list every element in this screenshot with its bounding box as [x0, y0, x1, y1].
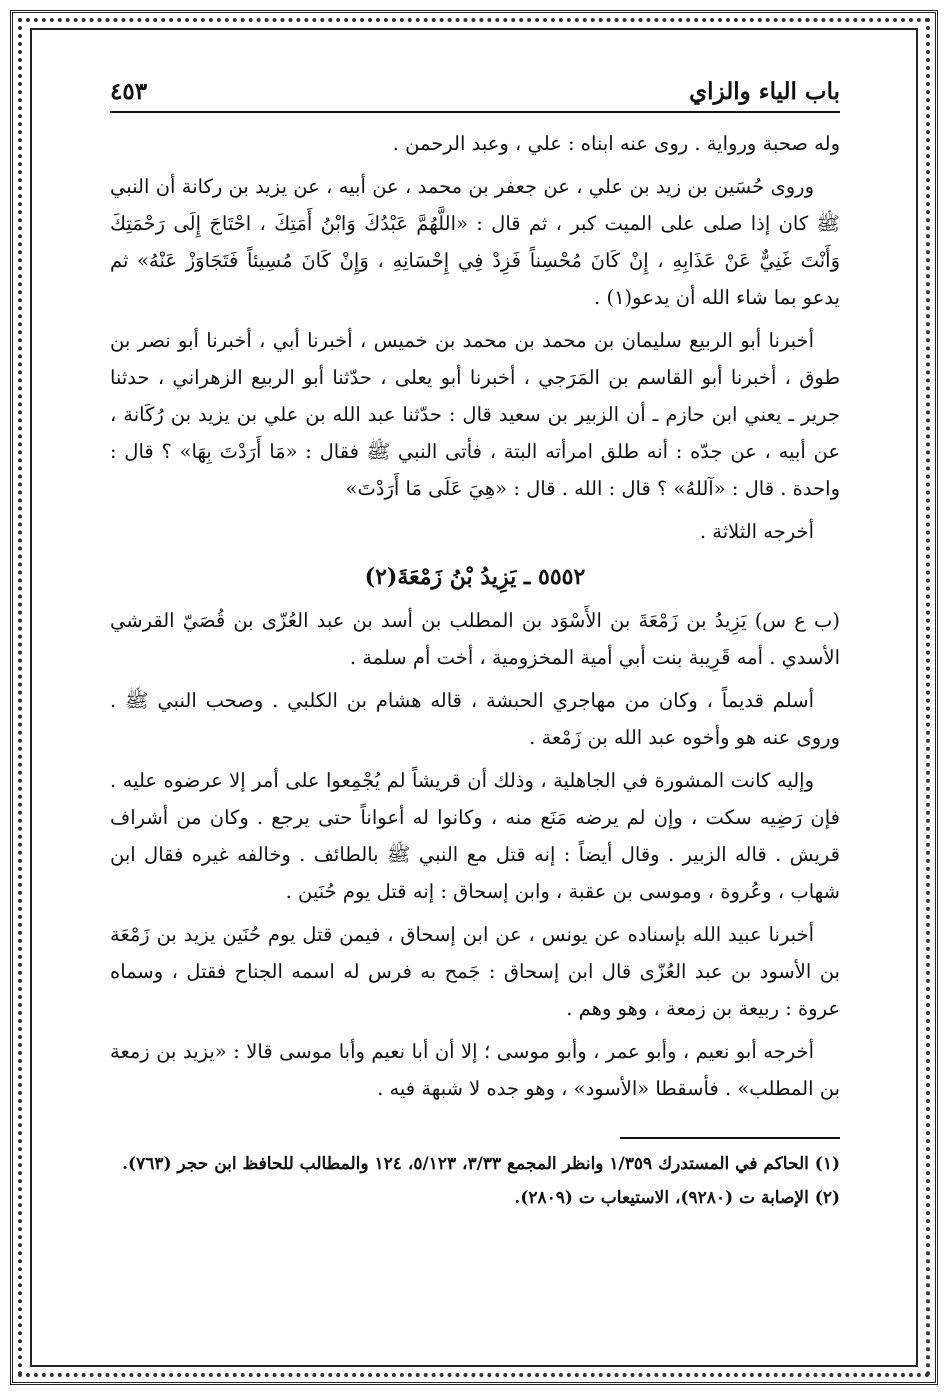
paragraph-7: وإليه كانت المشورة في الجاهلية ، وذلك أن قريشاً لم يُجْمِعوا على أمر إلا عرضوه عليه . فإن رَضِيه سكت ، وإن لم يرضه مَنَع منه ، وكانوا له أعواناً حتى يرجع . وكان من أشراف قريش . قاله الزبير . وقال أيضاً : إنه قتل مع النبي ﷺ بالطائف . وخالفه غيره فقال ابن شهاب ، وعُروة ، وموسى بن عقبة ، وابن إسحاق : إنه قتل يوم حُنَين . — [110, 769, 840, 903]
entry-heading: ٥٥٥٢ ـ يَزِيدُ بْنُ زَمْعَةَ(٢) — [364, 564, 586, 590]
footnote-separator — [620, 1137, 840, 1139]
paragraph-8: أخبرنا عبيد الله بإسناده عن يونس ، عن ابن إسحاق ، فيمن قتل يوم حُنَين يزيد بن زَمْعَة بن الأسود بن عبد العُزّى قال ابن إسحاق : جَمح به فرس له اسمه الجناح فقتل ، وسماه عروة : ربيعة بن زمعة ، وهو وهم . — [110, 923, 840, 1020]
footnote-2: (٢) الإصابة ت (٩٢٨٠)، الاستيعاب ت (٢٨٠٩). — [514, 1188, 840, 1208]
paragraph-9: أخرجه أبو نعيم ، وأبو عمر ، وأبو موسى ؛ إلا أن أبا نعيم وأبا موسى قالا : «يزيد بن زمعة بن المطلب» . فأسقطا «الأسود» ، وهو جده لا شبهة فيه . — [110, 1040, 840, 1100]
paragraph-5: (ب ع س) يَزِيدُ بن زَمْعَةَ بن الأَسْوَد بن المطلب بن أسد بن عبد العُزّى بن قُصَيّ القرشي الأسدي . أمه قَرِيبة بنت أبي أمية المخزومية ، أخت أم سلمة . — [110, 609, 840, 669]
paragraph-3: أخبرنا أبو الربيع سليمان بن محمد بن محمد بن خميس ، أخبرنا أبي ، أخبرنا أبو نصر بن طوق ، أخبرنا أبو القاسم بن المَرَجي ، أخبرنا أبو يعلى ، حدّثنا أبو الربيع الزهراني ، حدثنا جرير ـ يعني ابن حازم ـ أن الزبير بن سعيد قال : حدّثنا عبد الله بن علي بن يزيد بن رُكَانة ، عن أبيه ، عن جدّه : أنه طلق امرأته البتة ، فأتى النبي ﷺ فقال : «مَا أَرَدْتَ بِهَا» ؟ قال : واحدة . قال : «آللهُ» ؟ قال : الله . قال : «هِيَ عَلَى مَا أَرَدْتَ» — [110, 329, 840, 500]
paragraph-4: أخرجه الثلاثة . — [699, 520, 814, 543]
chapter-title: باب الياء والزاي — [689, 78, 840, 105]
page-number: ٤٥٣ — [110, 78, 148, 105]
running-header — [110, 78, 840, 113]
book-page — [110, 78, 840, 1338]
paragraph-6: أسلم قديماً ، وكان من مهاجري الحبشة ، قاله هشام بن الكلبي . وصحب النبي ﷺ . وروى عنه هو وأخوه عبد الله بن زَمْعة . — [110, 689, 840, 749]
paragraph-2: وروى حُسَين بن زيد بن علي ، عن جعفر بن محمد ، عن أبيه ، عن يزيد بن ركانة أن النبي ﷺ كان إذا صلى على الميت كبر ، ثم قال : «اللَّهُمَّ عَبْدُكَ وَابْنُ أَمَتِكَ ، احْتَاجَ إِلَى رَحْمَتِكَ وَأَنْتَ غَنِيٌّ عَنْ عَذَابِهِ ، إِنْ كَانَ مُحْسِناً فَزِدْ فِي إِحْسَانِهِ ، وَإِنْ كَانَ مُسِيئاً فَتَجَاوَزْ عَنْهُ» ثم يدعو بما شاء الله أن يدعو(١) . — [110, 175, 840, 309]
footnote-1: (١) الحاكم في المستدرك ١/٣٥٩ وانظر المجمع ٣/٣٣، ٥/١٢٣، ١٢٤ والمطالب للحافظ ابن حجر (٧٦٣). — [122, 1154, 840, 1174]
paragraph-1: وله صحبة ورواية . روى عنه ابناه : علي ، وعبد الرحمن . — [392, 132, 840, 155]
